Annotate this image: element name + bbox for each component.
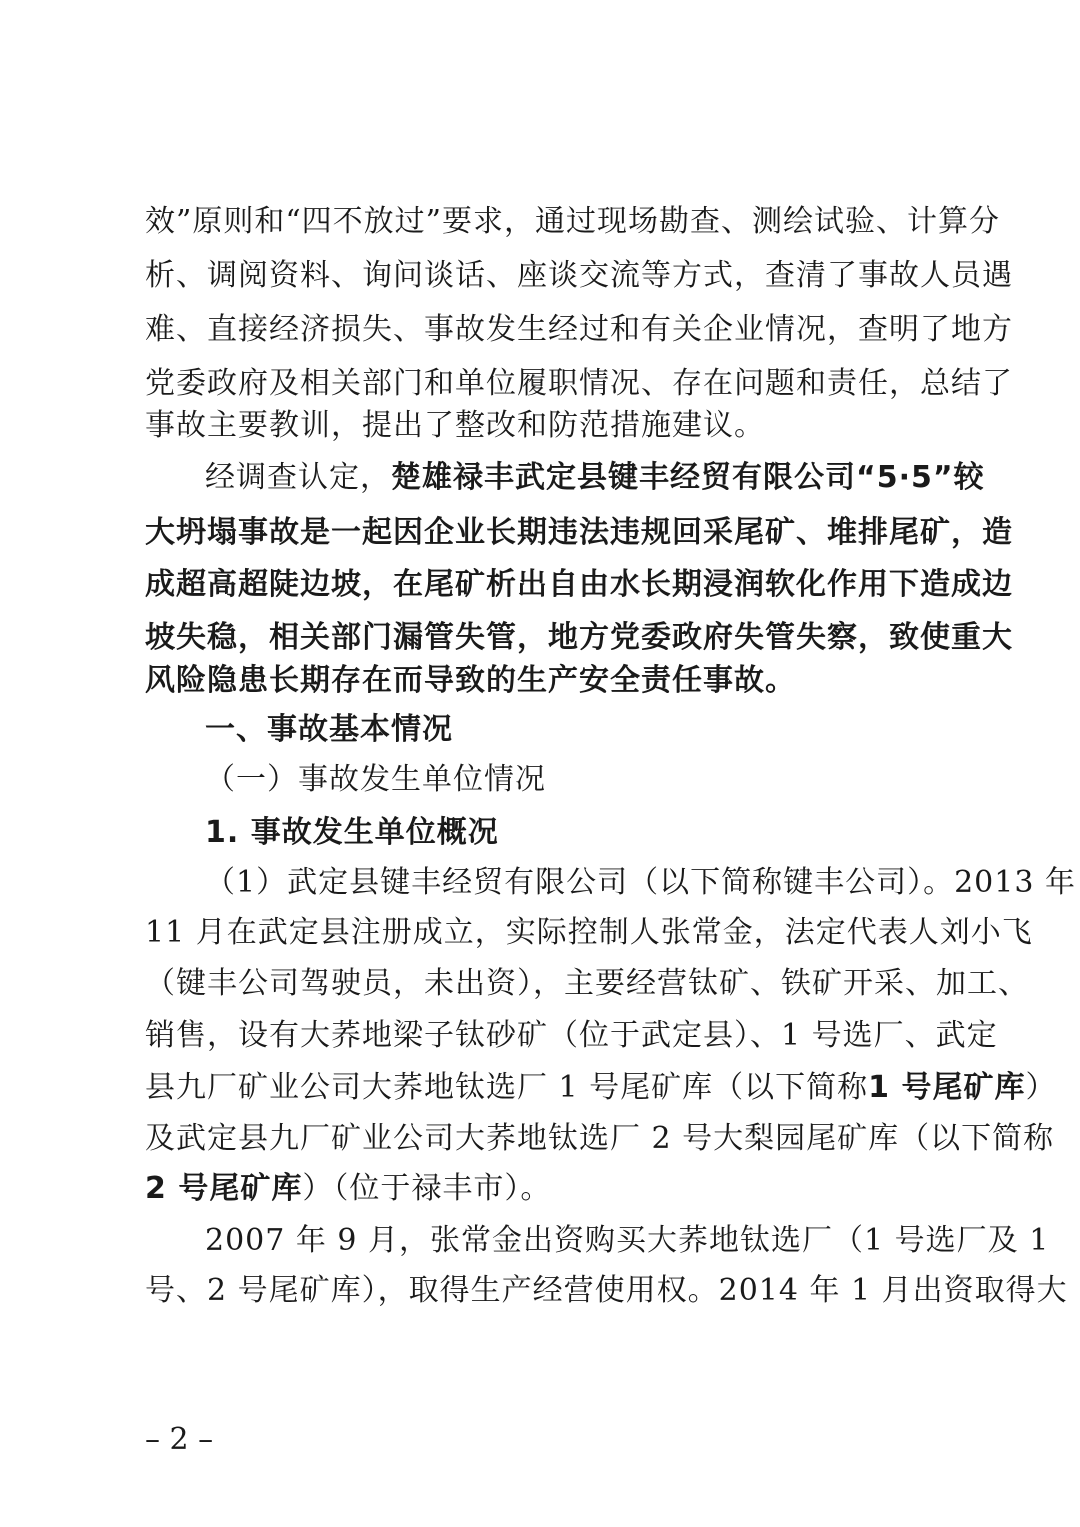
paragraph-3-line-5-text: 县九厂矿业公司大荞地钛选厂 1 号尾矿库（以下简称 bbox=[145, 1070, 869, 1105]
section-heading-1: 一、事故基本情况 bbox=[205, 712, 453, 747]
paragraph-4-line-1: 2007 年 9 月，张常金出资购买大荞地钛选厂（1 号选厂及 1 bbox=[205, 1223, 1050, 1258]
paragraph-1-line-2: 析、调阅资料、询问谈话、座谈交流等方式，查清了事故人员遇 bbox=[145, 258, 1013, 293]
paragraph-3-line-4: 销售，设有大荞地梁子钛砂矿（位于武定县）、1 号选厂、武定 bbox=[145, 1018, 998, 1053]
paragraph-3-line-1: （1）武定县键丰经贸有限公司（以下简称键丰公司）。2013 年 bbox=[205, 865, 1076, 900]
paragraph-3-line-3: （键丰公司驾驶员，未出资），主要经营钛矿、铁矿开采、加工、 bbox=[145, 966, 1029, 1001]
paragraph-2-line-5: 风险隐患长期存在而导致的生产安全责任事故。 bbox=[145, 663, 796, 698]
paragraph-2-lead: 经调查认定， bbox=[205, 460, 391, 495]
tailings-pond-2-term: 2 号尾矿库 bbox=[145, 1171, 303, 1206]
section-heading-2: （一）事故发生单位情况 bbox=[205, 762, 546, 797]
paragraph-1-line-4: 党委政府及相关部门和单位履职情况、存在问题和责任，总结了 bbox=[145, 366, 1013, 401]
paragraph-3-line-7-text: ）（位于禄丰市）。 bbox=[302, 1171, 552, 1206]
paragraph-3-line-2: 11 月在武定县注册成立，实际控制人张常金，法定代表人刘小飞 bbox=[145, 915, 1033, 950]
paragraph-2-line-4: 坡失稳，相关部门漏管失管，地方党委政府失管失察，致使重大 bbox=[145, 620, 1013, 655]
paragraph-1-line-1: 效”原则和“四不放过”要求，通过现场勘查、测绘试验、计算分 bbox=[145, 204, 1001, 239]
paragraph-3-line-7 bbox=[145, 1163, 945, 1215]
paragraph-2-line-1 bbox=[205, 452, 985, 504]
paragraph-3-line-6: 及武定县九厂矿业公司大荞地钛选厂 2 号大梨园尾矿库（以下简称 bbox=[145, 1121, 1055, 1156]
paragraph-4-line-2: 号、2 号尾矿库），取得生产经营使用权。2014 年 1 月出资取得大 bbox=[145, 1273, 1068, 1308]
tailings-pond-1-term: 1 号尾矿库 bbox=[868, 1070, 1026, 1105]
paragraph-3-line-5 bbox=[145, 1062, 1057, 1114]
paragraph-2-line-3: 成超高超陡边坡，在尾矿析出自由水长期浸润软化作用下造成边 bbox=[145, 567, 1013, 602]
paragraph-1-line-5: 事故主要教训，提出了整改和防范措施建议。 bbox=[145, 408, 765, 443]
paragraph-2-line-1-bold: 楚雄禄丰武定县键丰经贸有限公司“5·5”较 bbox=[391, 460, 985, 495]
paragraph-2-line-2: 大坍塌事故是一起因企业长期违法违规回采尾矿、堆排尾矿，造 bbox=[145, 515, 1013, 550]
section-heading-3: 1. 事故发生单位概况 bbox=[205, 815, 499, 850]
page-number: – 2 – bbox=[145, 1422, 214, 1457]
paragraph-1-line-3: 难、直接经济损失、事故发生经过和有关企业情况，查明了地方 bbox=[145, 312, 1013, 347]
paragraph-3-line-5-close: ） bbox=[1025, 1070, 1057, 1105]
